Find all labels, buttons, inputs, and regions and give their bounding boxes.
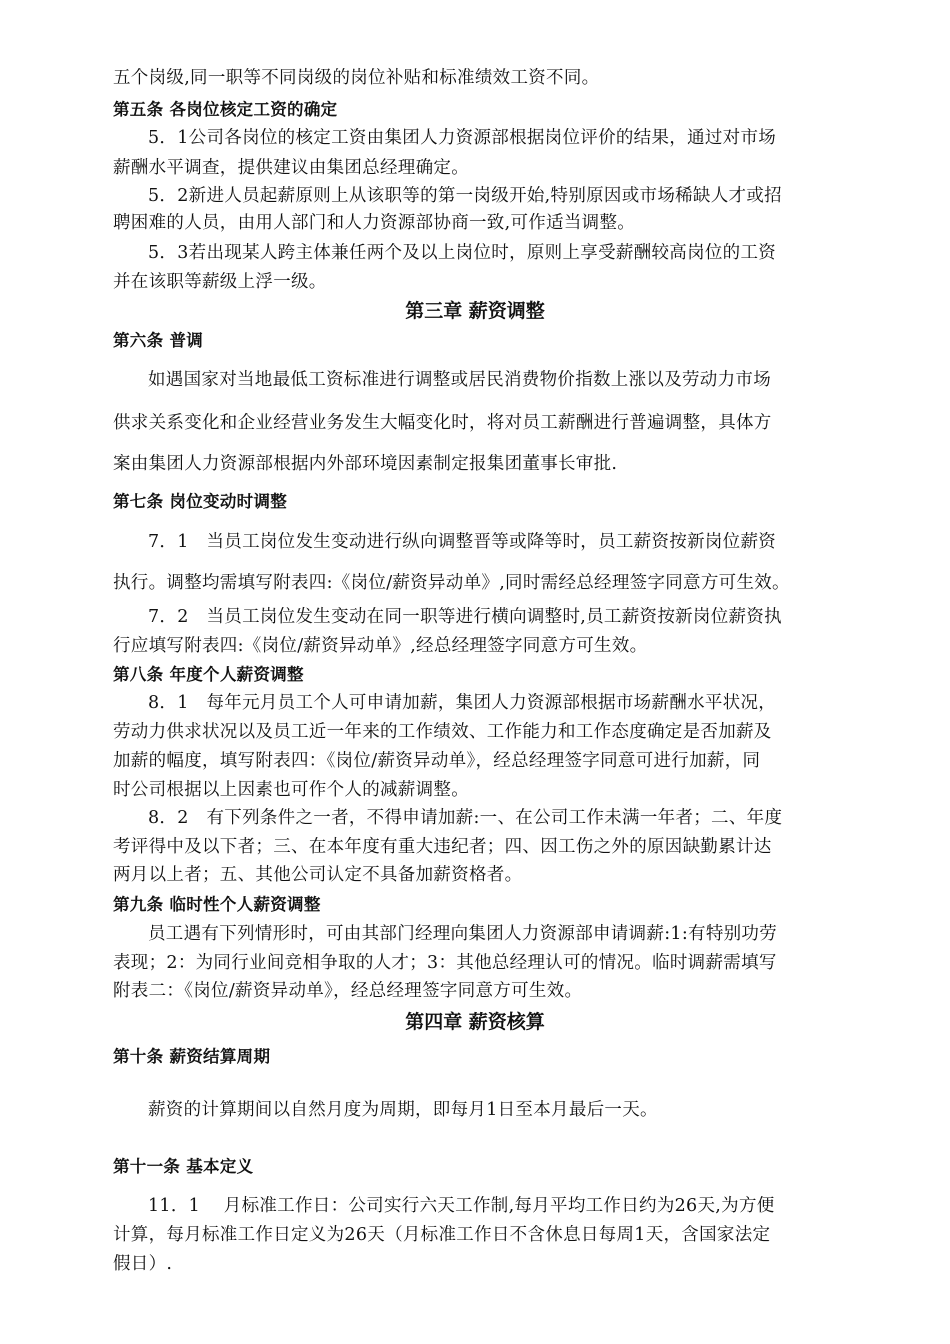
- body-line: 劳动力供求状况以及员工近一年来的工作绩效、工作能力和工作态度确定是否加薪及: [113, 722, 772, 742]
- body-line: 加薪的幅度，填写附表四：《岗位/薪资异动单》，经总经理签字同意可进行加薪，同: [113, 751, 761, 771]
- body-line: 5．2新进人员起薪原则上从该职等的第一岗级开始,特别原因或市场稀缺人才或招: [148, 186, 782, 206]
- body-line: 薪酬水平调查，提供建议由集团总经理确定。: [113, 158, 469, 178]
- article-heading: 第七条 岗位变动时调整: [113, 492, 288, 511]
- body-line: 案由集团人力资源部根据内外部环境因素制定报集团董事长审批.: [113, 454, 618, 474]
- body-line: 行应填写附表四:《岗位/薪资异动单》,经总经理签字同意方可生效。: [113, 636, 648, 656]
- body-line: 员工遇有下列情形时，可由其部门经理向集团人力资源部申请调薪:1:有特别功劳: [148, 924, 778, 944]
- body-line: 如遇国家对当地最低工资标准进行调整或居民消费物价指数上涨以及劳动力市场: [148, 370, 771, 390]
- body-line: 五个岗级,同一职等不同岗级的岗位补贴和标准绩效工资不同。: [113, 68, 600, 88]
- body-line: 聘困难的人员，由用人部门和人力资源部协商一致,可作适当调整。: [113, 213, 636, 233]
- body-line: 7．1 当员工岗位发生变动进行纵向调整晋等或降等时，员工薪资按新岗位薪资: [148, 532, 777, 552]
- article-heading: 第十条 薪资结算周期: [113, 1047, 271, 1066]
- body-line: 假日）.: [113, 1254, 173, 1274]
- body-line: 8．1 每年元月员工个人可申请加薪，集团人力资源部根据市场薪酬水平状况，: [148, 693, 777, 713]
- body-line: 5．1公司各岗位的核定工资由集团人力资源部根据岗位评价的结果，通过对市场: [148, 128, 777, 148]
- body-line: 表现；2：为同行业间竞相争取的人才；3：其他总经理认可的情况。临时调薪需填写: [113, 953, 777, 973]
- body-line: 8．2 有下列条件之一者，不得申请加薪:一、在公司工作未满一年者；二、年度: [148, 808, 783, 828]
- body-line: 5．3若出现某人跨主体兼任两个及以上岗位时，原则上享受薪酬较高岗位的工资: [148, 243, 777, 263]
- body-line: 考评得中及以下者；三、在本年度有重大违纪者；四、因工伤之外的原因缺勤累计达: [113, 837, 772, 857]
- body-line: 计算，每月标准工作日定义为26天（月标准工作日不含休息日每周1天，含国家法定: [113, 1225, 771, 1245]
- article-heading: 第十一条 基本定义: [113, 1157, 254, 1176]
- body-line: 附表二：《岗位/薪资异动单》，经总经理签字同意方可生效。: [113, 981, 583, 1001]
- article-heading: 第八条 年度个人薪资调整: [113, 665, 304, 684]
- body-line: 并在该职等薪级上浮一级。: [113, 272, 327, 292]
- article-heading: 第九条 临时性个人薪资调整: [113, 895, 321, 914]
- body-line: 执行。调整均需填写附表四:《岗位/薪资异动单》,同时需经总经理签字同意方可生效。: [113, 573, 790, 593]
- article-heading: 第六条 普调: [113, 331, 204, 350]
- body-line: 11．1 月标准工作日：公司实行六天工作制,每月平均工作日约为26天,为方便: [148, 1196, 775, 1216]
- chapter-heading: 第四章 薪资核算: [405, 1011, 545, 1033]
- body-line: 两月以上者；五、其他公司认定不具备加薪资格者。: [113, 865, 523, 885]
- chapter-heading: 第三章 薪资调整: [405, 300, 545, 322]
- body-line: 7．2 当员工岗位发生变动在同一职等进行横向调整时,员工薪资按新岗位薪资执: [148, 607, 782, 627]
- body-line: 时公司根据以上因素也可作个人的减薪调整。: [113, 780, 469, 800]
- body-line: 供求关系变化和企业经营业务发生大幅变化时，将对员工薪酬进行普遍调整，具体方: [113, 413, 772, 433]
- body-line: 薪资的计算期间以自然月度为周期，即每月1日至本月最后一天。: [148, 1100, 658, 1120]
- article-heading: 第五条 各岗位核定工资的确定: [113, 100, 338, 119]
